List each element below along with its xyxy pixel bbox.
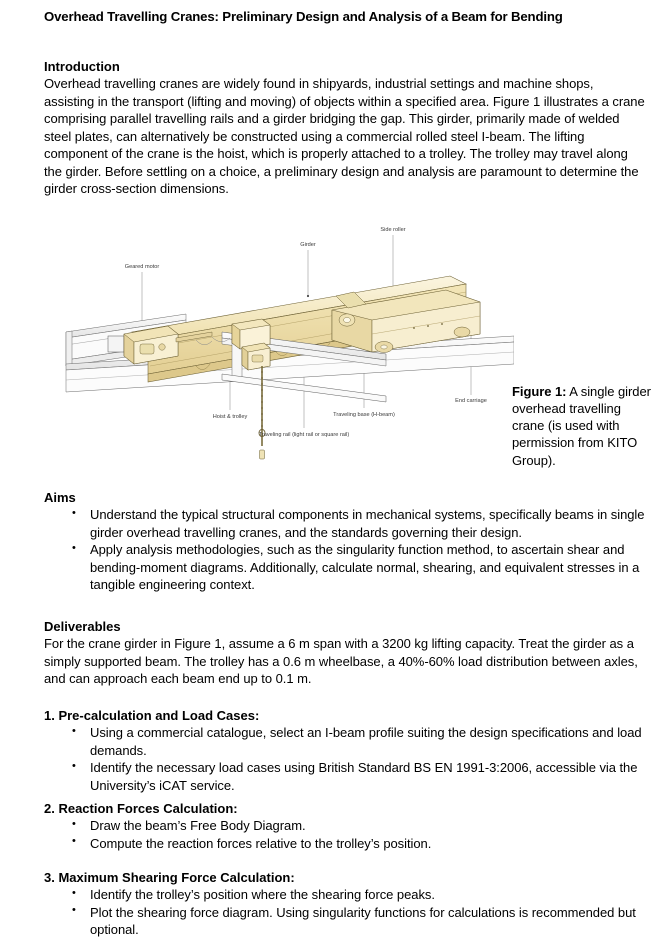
introduction-paragraph: Overhead travelling cranes are widely found in shipyards, industrial settings and machine shops, assisting in the transport (lifting and moving) of objects within a specified area. Figure 1 illustrates a crane comprising parallel travelling rails and a girder bridging the gap. This girder, primarily made of welded steel plates, can alternatively be constructed using a commercial rolled steel I-beam. The lifting component of the crane is the hoist, which is properly attached to a trolley. The trolley may travel along the girder. Before settling on a choice, a preliminary design and analysis are paramount to determine the girder cross-section dimensions. [44, 76, 645, 197]
deliverables-heading: Deliverables [44, 619, 121, 634]
figure-label-hoist-trolley: Hoist & trolley [212, 414, 248, 420]
figure-1-illustration [36, 214, 514, 469]
figure-label-side-roller: Side roller [380, 227, 406, 233]
introduction-heading: Introduction [44, 59, 120, 74]
task-1-heading: 1. Pre-calculation and Load Cases: [44, 708, 260, 723]
figure-label-traveling-rail: Traveling rail (light rail or square rail) [258, 432, 350, 438]
list-item: • Understand the typical structural components in mechanical systems, specifically beams in single girder overhead travelling cranes, and the standards governing their design. [44, 506, 646, 541]
aims-heading: Aims [44, 490, 76, 505]
figure-label-geared-motor: Geared motor [124, 264, 160, 270]
task-3-list [44, 886, 646, 938]
task-2-list [44, 817, 646, 852]
list-item: • Plot the shearing force diagram. Using singularity functions for calculations is recommended but optional. [44, 904, 646, 939]
task-2-heading: 2. Reaction Forces Calculation: [44, 801, 238, 816]
figure-label-traveling-base: Traveling base (H-beam) [333, 412, 395, 418]
list-item: • Apply analysis methodologies, such as the singularity function method, to ascertain shear and bending-moment diagrams. Additionally, calculate normal, shearing, and equivalent stresses in a tangible engineering context. [44, 541, 646, 593]
list-item: • Identify the trolley’s position where the shearing force peaks. [44, 886, 646, 903]
list-item: • Using a commercial catalogue, select an I-beam profile suiting the design specifications and load demands. [44, 724, 646, 759]
task-1-section [44, 707, 646, 794]
list-item: • Identify the necessary load cases using British Standard BS EN 1991-3:2006, accessible via the University’s iCAT service. [44, 759, 646, 794]
figure-caption-text: A single girder overhead travelling crane (is used with permission from KITO Group). [512, 384, 651, 468]
page-title: Overhead Travelling Cranes: Preliminary Design and Analysis of a Beam for Bending [44, 9, 563, 24]
aims-list [44, 506, 646, 593]
deliverables-section [44, 618, 646, 688]
introduction-section [44, 58, 646, 198]
list-item: • Draw the beam’s Free Body Diagram. [44, 817, 646, 834]
task-2-section [44, 800, 646, 852]
figure-label-girder: Girder [300, 242, 316, 248]
figure-caption-label: Figure 1: [512, 384, 567, 399]
task-1-list [44, 724, 646, 794]
deliverables-paragraph: For the crane girder in Figure 1, assume a 6 m span with a 3200 kg lifting capacity. Treat the girder as a simply supported beam. The trolley has a 0.6 m wheelbase, a 40%-60% load distribution between axles, and can approach each beam end up to 0.1 m. [44, 636, 638, 687]
figure-label-end-carriage: End carriage [455, 398, 487, 404]
figure-1-caption [512, 383, 652, 469]
task-3-heading: 3. Maximum Shearing Force Calculation: [44, 870, 295, 885]
list-item: • Compute the reaction forces relative to the trolley’s position. [44, 835, 646, 852]
task-3-section [44, 869, 646, 939]
aims-section [44, 489, 646, 594]
